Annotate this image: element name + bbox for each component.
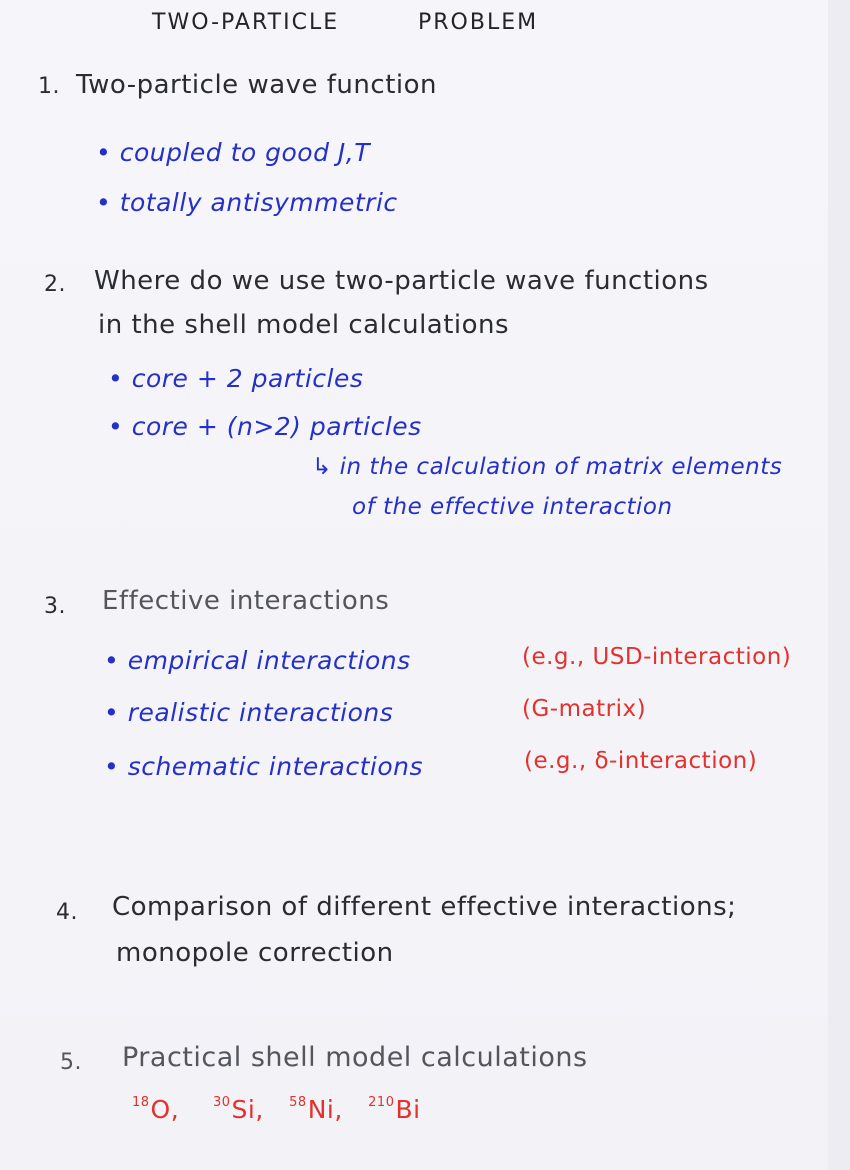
nucleus-1: $^{18}$O — [132, 1095, 171, 1124]
section-2-note-line-1: ↳ in the calculation of matrix elements — [312, 454, 783, 480]
section-4-heading-line-1: Comparison of different effective interactions; — [112, 892, 737, 922]
page-edge — [828, 0, 850, 1170]
title-left: TWO-PARTICLE — [152, 10, 340, 35]
section-1-number: 1. — [38, 74, 60, 99]
section-5-heading: Practical shell model calculations — [122, 1042, 588, 1073]
section-3-number: 3. — [44, 594, 66, 619]
section-3-bullet-2-example: (G-matrix) — [522, 696, 647, 722]
section-1-bullet-2: • totally antisymmetric — [96, 188, 398, 217]
section-2-heading-line-1: Where do we use two-particle wave functions — [94, 266, 709, 296]
section-3-bullet-2: • realistic interactions — [104, 698, 394, 727]
separator-1: , — [170, 1095, 180, 1124]
section-2-bullet-2: • core + (n>2) particles — [108, 412, 422, 441]
separator-2: , — [255, 1095, 264, 1124]
section-5-number: 5. — [60, 1050, 82, 1075]
section-3-bullet-1-example: (e.g., USD-interaction) — [522, 644, 792, 670]
nuclei-list — [132, 1096, 421, 1122]
nucleus-3: $^{58}$Ni — [289, 1095, 335, 1124]
section-1-bullet-1: • coupled to good J,T — [96, 138, 371, 167]
section-2-note-line-2: of the effective interaction — [352, 494, 673, 520]
section-2-heading-line-2: in the shell model calculations — [98, 310, 510, 340]
section-2-bullet-1: • core + 2 particles — [108, 364, 364, 393]
nucleus-2: $^{30}$Si — [212, 1095, 256, 1124]
section-4-heading-line-2: monopole correction — [116, 938, 394, 968]
separator-3: , — [334, 1095, 343, 1124]
section-3-heading: Effective interactions — [102, 586, 390, 616]
section-3-bullet-3-example: (e.g., δ-interaction) — [524, 748, 758, 774]
section-3-bullet-1: • empirical interactions — [104, 646, 411, 675]
nucleus-4: $^{210}$Bi — [368, 1095, 421, 1124]
section-4-number: 4. — [56, 900, 78, 925]
title-right: PROBLEM — [418, 10, 539, 35]
section-2-number: 2. — [44, 272, 66, 297]
section-3-bullet-3: • schematic interactions — [104, 752, 424, 781]
section-1-heading: Two-particle wave function — [76, 70, 437, 100]
